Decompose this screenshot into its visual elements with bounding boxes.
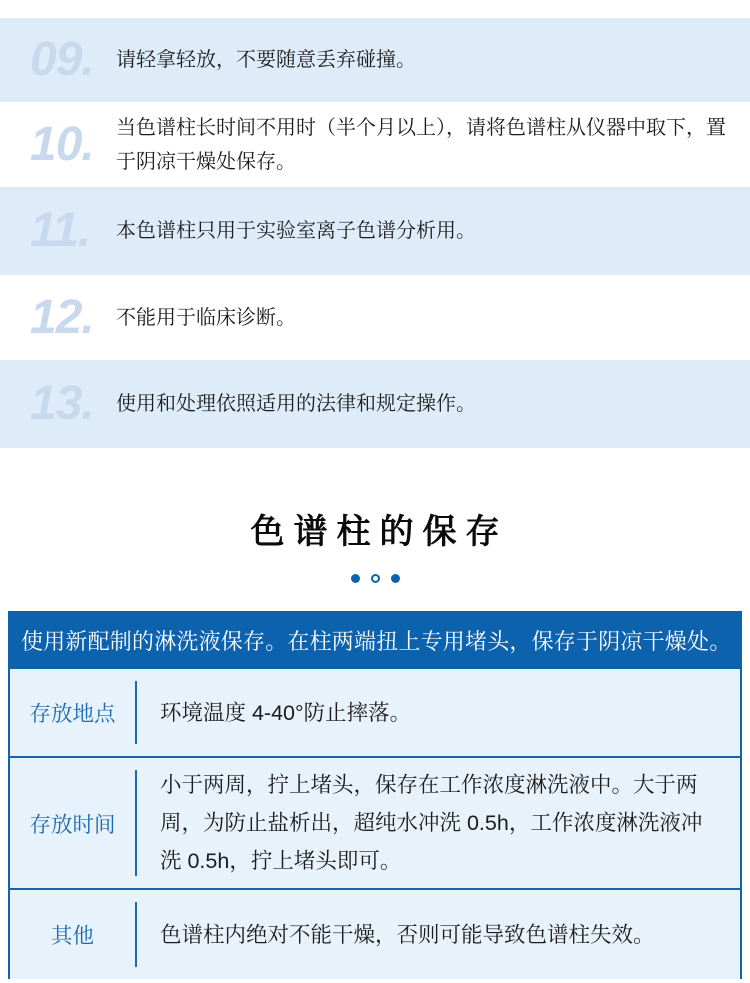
- storage-table: [8, 611, 742, 979]
- dot-filled-icon: [351, 574, 360, 583]
- section-divider-dots: [0, 574, 750, 583]
- note-item-11: [0, 187, 750, 275]
- page-title: [0, 515, 750, 549]
- table-row: [10, 756, 740, 888]
- usage-notes-list: [0, 0, 750, 448]
- note-number: 10.: [30, 117, 94, 171]
- row-label: 存放地点: [29, 702, 116, 726]
- dot-filled-icon: [391, 574, 400, 583]
- row-label: 其他: [50, 924, 94, 948]
- note-text: 不能用于临床诊断。: [116, 306, 296, 329]
- table-row: [10, 669, 740, 756]
- note-item-12: [0, 275, 750, 360]
- note-item-13: [0, 360, 750, 448]
- note-text: 本色谱柱只用于实验室离子色谱分析用。: [116, 220, 476, 242]
- storage-table-header-text: 使用新配制的淋洗液保存。在柱两端扭上专用堵头，保存于阴凉干燥处。: [21, 628, 732, 654]
- dot-hollow-icon: [371, 574, 380, 583]
- row-content-text: 色谱柱内绝对不能干燥，否则可能导致色谱柱失效。: [160, 922, 655, 947]
- storage-table-header: [8, 611, 742, 669]
- row-content-text: 环境温度 4-40°防止摔落。: [160, 700, 412, 725]
- note-number: 13.: [30, 377, 94, 430]
- page-title-text: 色谱柱的保存: [250, 513, 509, 551]
- section-title-block: [0, 515, 750, 583]
- note-text: 当色谱柱长时间不用时（半个月以上），请将色谱柱从仪器中取下，置于阴凉干燥处保存。: [116, 116, 726, 173]
- row-content-cell: [137, 890, 705, 979]
- note-number: 12.: [30, 290, 94, 344]
- row-content-text: 小于两周，拧上堵头，保存在工作浓度淋洗液中。大于两周，为防止盐析出，超纯水冲洗 0.5h，工作浓度淋洗液冲洗 0.5h，拧上堵头即可。: [160, 773, 703, 873]
- note-text: 请轻拿轻放，不要随意丢弃碰撞。: [116, 49, 416, 71]
- note-item-09: [0, 18, 750, 102]
- table-row: [10, 888, 740, 979]
- row-content-cell: [137, 758, 705, 888]
- row-content-cell: [137, 669, 705, 756]
- note-item-10: [0, 102, 750, 187]
- row-label: 存放时间: [29, 812, 116, 837]
- note-number: 09.: [30, 33, 94, 86]
- storage-table-body: [8, 669, 742, 979]
- note-number: 11.: [30, 204, 91, 257]
- note-text: 使用和处理依照适用的法律和规定操作。: [116, 393, 476, 415]
